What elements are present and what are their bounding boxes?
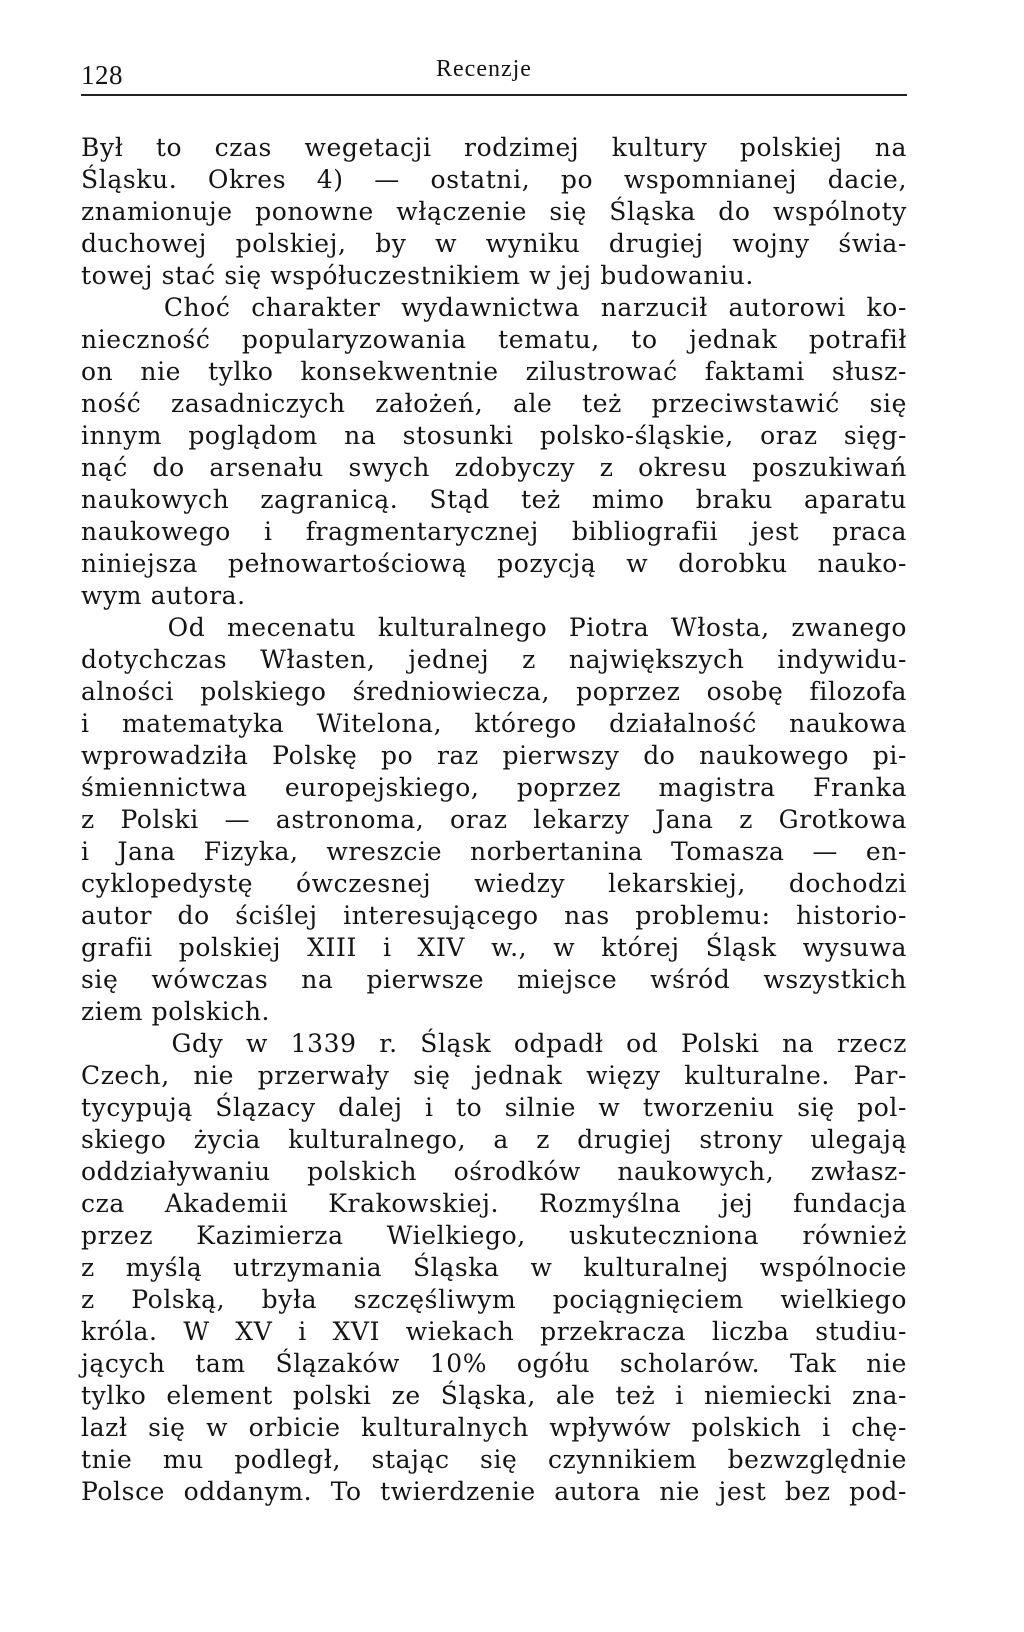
text-line: z myślą utrzymania Śląska w kulturalnej wspólnocie — [81, 1253, 907, 1282]
text-line: dotychczas Własten, jednej z największych indywidu- — [81, 645, 907, 674]
text-line: Gdy w 1339 r. Śląsk odpadł od Polski na rzecz — [81, 1029, 907, 1058]
text-line: Choć charakter wydawnictwa narzucił autorowi ko- — [81, 293, 907, 322]
text-line: Śląsku. Okres 4) — ostatni, po wspomnianej dacie, — [81, 165, 907, 194]
running-head: Recenzje — [436, 56, 532, 82]
text-line: z Polską, była szczęśliwym pociągnięciem wielkiego — [81, 1285, 907, 1314]
text-line: niniejsza pełnowartościową pozycją w dorobku nauko- — [81, 549, 907, 578]
text-line: jących tam Ślązaków 10% ogółu scholarów. Tak nie — [81, 1349, 907, 1378]
text-line: naukowego i fragmentarycznej bibliografii jest praca — [81, 517, 907, 546]
text-line: ność zasadniczych założeń, ale też przeciwstawić się — [81, 389, 907, 418]
text-line: towej stać się współuczestnikiem w jej budowaniu. — [81, 261, 754, 290]
text-line: oddziaływaniu polskich ośrodków naukowych, zwłasz- — [81, 1157, 907, 1186]
text-line: duchowej polskiej, by w wyniku drugiej wojny świa- — [81, 229, 907, 258]
text-line: on nie tylko konsekwentnie zilustrować faktami słusz- — [81, 357, 907, 386]
text-line: nieczność popularyzowania tematu, to jednak potrafił — [81, 325, 907, 354]
text-line: z Polski — astronoma, oraz lekarzy Jana z Grotkowa — [81, 805, 907, 834]
text-line: autor do ściślej interesującego nas problemu: historio- — [81, 901, 907, 930]
text-line: Od mecenatu kulturalnego Piotra Włosta, zwanego — [81, 613, 907, 642]
text-line: Czech, nie przerwały się jednak więzy kulturalne. Par- — [81, 1061, 907, 1090]
text-line: tylko element polski ze Śląska, ale też i niemiecki zna- — [81, 1381, 907, 1410]
text-line: wprowadziła Polskę po raz pierwszy do naukowego pi- — [81, 741, 907, 770]
text-line: przez Kazimierza Wielkiego, uskuteczniona również — [81, 1221, 907, 1250]
text-line: skiego życia kulturalnego, a z drugiej strony ulegają — [81, 1125, 907, 1154]
text-line: i Jana Fizyka, wreszcie norbertanina Tomasza — en- — [81, 837, 907, 866]
text-line: wym autora. — [81, 581, 246, 610]
page-number: 128 — [81, 60, 123, 90]
page-header — [81, 56, 907, 96]
text-line: Polsce oddanym. To twierdzenie autora nie jest bez pod- — [81, 1477, 907, 1506]
text-line: lazł się w orbicie kulturalnych wpływów polskich i chę- — [81, 1413, 907, 1442]
text-line: i matematyka Witelona, którego działalność naukowa — [81, 709, 907, 738]
text-line: Był to czas wegetacji rodzimej kultury polskiej na — [81, 133, 907, 162]
body-text — [81, 132, 907, 1508]
text-line: nąć do arsenału swych zdobyczy z okresu poszukiwań — [81, 453, 907, 482]
text-line: alności polskiego średniowiecza, poprzez osobę filozofa — [81, 677, 907, 706]
header-rule — [81, 94, 907, 96]
text-line: ziem polskich. — [81, 997, 271, 1026]
text-line: śmiennictwa europejskiego, poprzez magistra Franka — [81, 773, 907, 802]
text-line: grafii polskiej XIII i XIV w., w której Śląsk wysuwa — [81, 933, 907, 962]
text-line: naukowych zagranicą. Stąd też mimo braku aparatu — [81, 485, 907, 514]
text-line: cyklopedystę ówczesnej wiedzy lekarskiej, dochodzi — [81, 869, 907, 898]
text-line: tycypują Ślązacy dalej i to silnie w tworzeniu się pol- — [81, 1093, 907, 1122]
text-line: tnie mu podległ, stając się czynnikiem bezwzględnie — [81, 1445, 907, 1474]
text-line: znamionuje ponowne włączenie się Śląska do wspólnoty — [81, 197, 907, 226]
text-line: innym poglądom na stosunki polsko-śląskie, oraz sięg- — [81, 421, 907, 450]
text-line: cza Akademii Krakowskiej. Rozmyślna jej fundacja — [81, 1189, 907, 1218]
text-line: króla. W XV i XVI wiekach przekracza liczba studiu- — [81, 1317, 907, 1346]
text-line: się wówczas na pierwsze miejsce wśród wszystkich — [81, 965, 907, 994]
